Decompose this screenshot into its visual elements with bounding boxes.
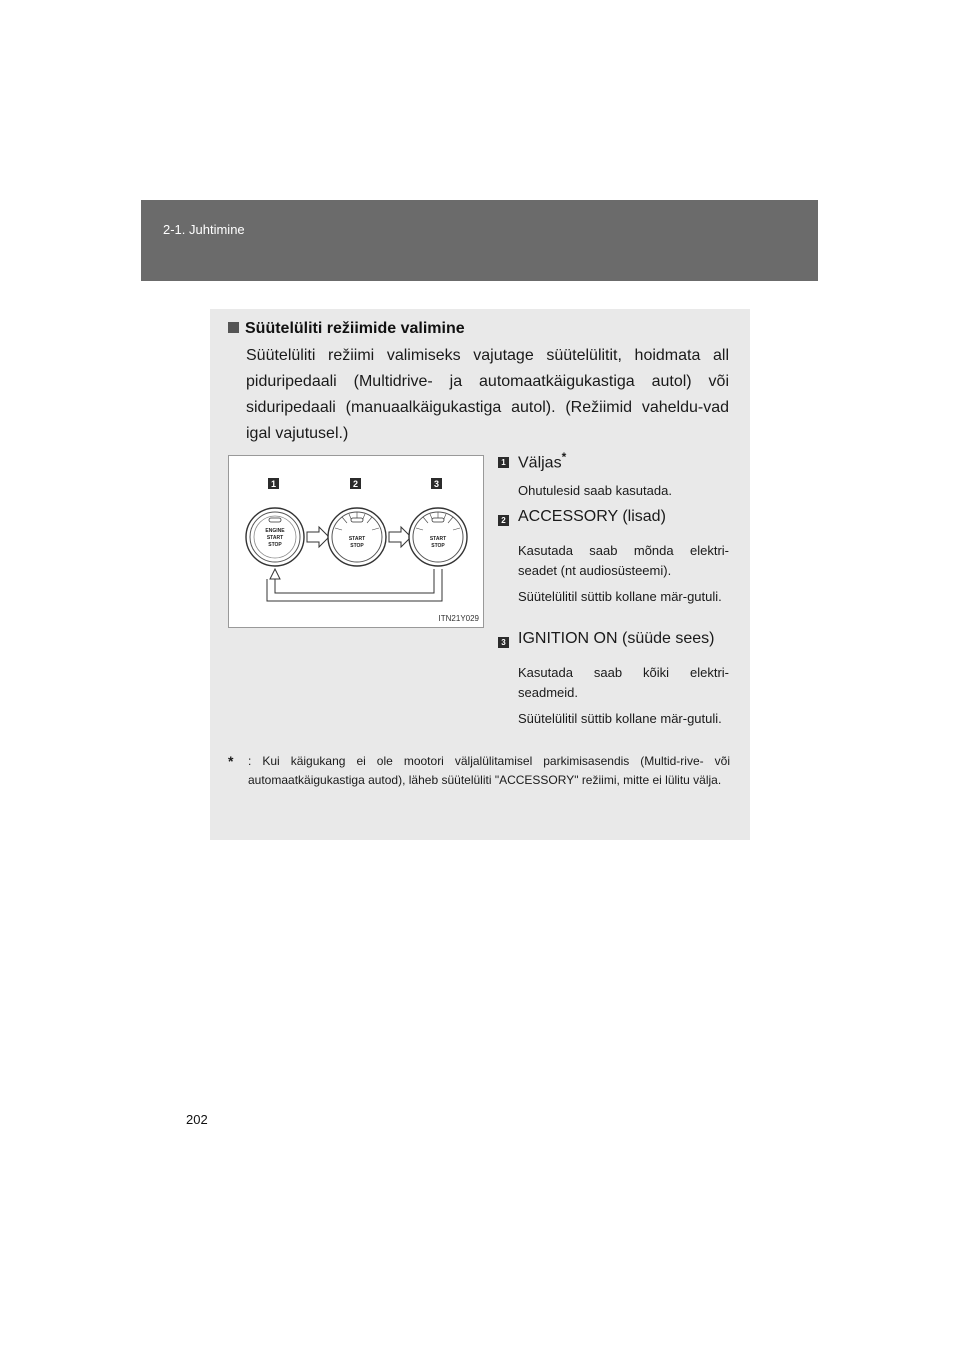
item-text: Ohutulesid saab kasutada. (518, 483, 672, 498)
footnote-asterisk: * (228, 753, 234, 769)
section-heading (228, 320, 465, 338)
svg-text:3: 3 (433, 479, 440, 489)
item-number-2: 2 (498, 515, 509, 526)
svg-text:1: 1 (270, 479, 277, 489)
ignition-diagram (229, 456, 483, 627)
item-text: Süütelülitil süttib kollane mär-gutuli. (518, 711, 722, 726)
item-title-ignition-on: IGNITION ON (süüde sees) (518, 630, 715, 647)
section-header: 2-1. Juhtimine (163, 222, 245, 237)
svg-text:STOP: STOP (431, 543, 445, 549)
start-button-accessory (328, 508, 386, 566)
item-text: Kasutada saab kõiki elektri-seadmeid. (518, 665, 729, 700)
figure-marker-2 (350, 478, 361, 489)
footnote (228, 752, 730, 790)
item-text: Süütelülitil süttib kollane mär-gutuli. (518, 589, 722, 604)
header-band (141, 200, 818, 281)
item-number-1: 1 (498, 457, 509, 468)
figure-marker-3 (431, 478, 442, 489)
item-title-off: Väljas* (518, 450, 567, 472)
ignition-figure (228, 455, 484, 628)
svg-text:START: START (348, 536, 366, 542)
item-title-accessory: ACCESSORY (lisad) (518, 508, 666, 525)
figure-code: ITN21Y029 (438, 614, 479, 623)
svg-text:STOP: STOP (268, 542, 282, 548)
asterisk-mark: * (561, 450, 567, 464)
svg-text:START: START (266, 535, 284, 541)
arrow-right-icon (307, 527, 329, 547)
arrow-right-icon (389, 527, 411, 547)
svg-text:STOP: STOP (350, 543, 364, 549)
svg-text:ENGINE: ENGINE (265, 528, 285, 534)
return-arrow-icon (270, 569, 434, 593)
start-button-off (246, 508, 304, 566)
item-text: Kasutada saab mõnda elektri-seadet (nt audiosüsteemi). (518, 543, 729, 578)
item-number-3: 3 (498, 637, 509, 648)
footnote-text: : Kui käigukang ei ole mootori väljalülitamisel parkimisasendis (Multid-rive- või automaatkäigukastiga autod), läheb süütelüliti "ACCESSORY" režiimi, mitte ei lülitu välja. (248, 754, 730, 787)
page-number: 202 (186, 1112, 208, 1127)
return-arrow-outline (267, 569, 442, 601)
start-button-ignition-on (409, 508, 467, 566)
square-bullet-icon (228, 322, 239, 333)
svg-text:2: 2 (352, 479, 359, 489)
figure-marker-1 (268, 478, 279, 489)
intro-paragraph: Süütelüliti režiimi valimiseks vajutage süütelülitit, hoidmata all piduripedaali (Multidrive- ja automaatkäigukastiga autol) või siduripedaali (manuaalkäigukastiga autol). (Režiimid vaheldu-vad igal vajutusel.) (246, 347, 729, 442)
svg-text:START: START (429, 536, 447, 542)
section-title: Süütelüliti režiimide valimine (245, 320, 465, 337)
